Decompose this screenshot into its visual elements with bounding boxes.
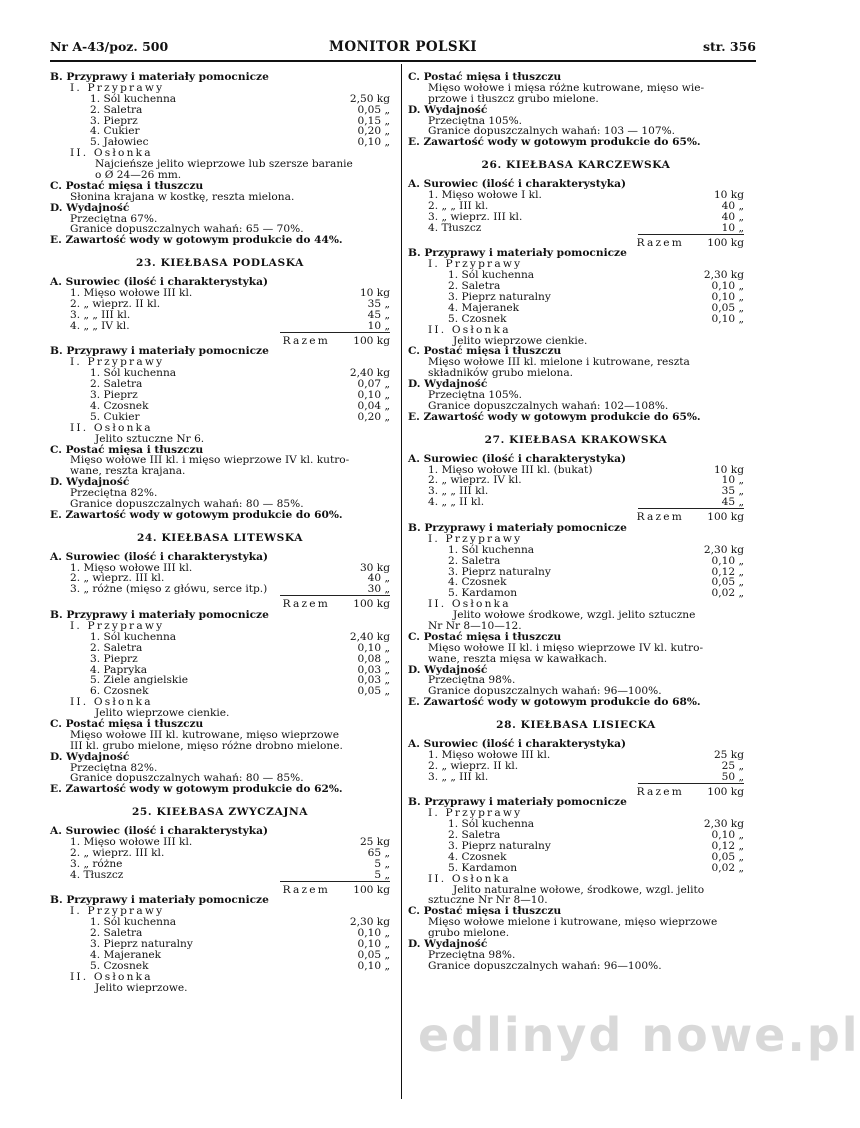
text-line: Mięso wołowe mielone i kutrowane, mięso wieprzowe <box>428 916 718 929</box>
section-title: 25. KIEŁBASA ZWYCZAJNA <box>131 806 309 819</box>
item-name: 5. Jałowiec <box>90 136 149 149</box>
text-line: Granice dopuszczalnych wahań: 102—108%. <box>428 399 669 412</box>
item-name: 1. Mięso wołowe I kl. <box>428 189 542 202</box>
text-line: Przeciętna 82%. <box>70 487 158 500</box>
subsection-heading: I. Przyprawy <box>70 81 165 94</box>
item-value: 0,10 „ <box>357 927 390 940</box>
subsection-heading: II. Osłonka <box>428 872 511 885</box>
item-name: 3. „ „ III kl. <box>70 308 131 321</box>
section-heading: B. Przyprawy i materiały pomocnicze <box>408 521 627 534</box>
item-value: 35 „ <box>367 297 390 310</box>
item-name: 4. Majeranek <box>90 948 162 961</box>
item-name: 1. Mięso wołowe III kl. <box>70 561 193 574</box>
text-line: sztuczne Nr Nr 8—10. <box>428 894 548 907</box>
section-heading: A. Surowiec (ilość i charakterystyka) <box>50 550 268 563</box>
total-label: Razem <box>636 785 684 798</box>
issue-number: Nr A-43/poz. 500 <box>50 39 169 54</box>
list-item <box>408 223 744 234</box>
text-line: przowe i tłuszcz grubo mielone. <box>428 92 599 105</box>
text-line: Przeciętna 67%. <box>70 212 158 225</box>
text-line: składników grubo mielona. <box>428 367 574 380</box>
text-line: Nr Nr 8—10—12. <box>428 619 522 632</box>
section-title: 27. KIEŁBASA KRAKOWSKA <box>484 433 668 446</box>
section-heading: B. Przyprawy i materiały pomocnicze <box>408 796 627 809</box>
spice-list <box>50 917 390 971</box>
item-value: 0,03 „ <box>357 663 390 676</box>
text-line: wane, reszta krajana. <box>70 465 186 478</box>
item-value: 0,10 „ <box>357 959 390 972</box>
section-title: 28. KIEŁBASA LISIECKA <box>496 719 656 732</box>
item-value: 10 kg <box>359 287 390 300</box>
section-heading: C. Postać mięsa i tłuszczu <box>408 71 562 83</box>
left-column <box>50 72 390 993</box>
text-line: Granice dopuszczalnych wahań: 80 — 85%. <box>70 772 304 785</box>
text-line: wane, reszta mięsa w kawałkach. <box>428 652 608 665</box>
item-name: 3. Pieprz <box>90 114 138 127</box>
item-value: 0,05 „ <box>357 103 390 116</box>
item-name: 3. Pieprz naturalny <box>448 565 551 578</box>
section-heading: A. Surowiec (ilość i charakterystyka) <box>50 276 268 289</box>
item-value: 5 „ <box>374 857 390 870</box>
subsection-heading: I. Przyprawy <box>428 532 523 545</box>
item-name: 2. „ wieprz. IV kl. <box>428 474 522 487</box>
section-heading: E. Zawartość wody w gotowym produkcie do 44%. <box>50 234 343 247</box>
item-value: 0,05 „ <box>357 685 390 698</box>
watermark: edlinyd nowe.pl <box>418 1008 860 1062</box>
text-line: Granice dopuszczalnych wahań: 96—100%. <box>428 959 662 972</box>
section-heading: E. Zawartość wody w gotowym produkcie do 62%. <box>50 783 343 796</box>
item-name: 2. Saletra <box>90 378 143 391</box>
item-name: 2. „ „ III kl. <box>428 199 489 212</box>
list-item <box>50 321 390 332</box>
item-value: 2,30 kg <box>349 916 390 929</box>
item-name: 5. Czosnek <box>448 312 507 325</box>
item-name: 1. Sól kuchenna <box>90 916 177 929</box>
text-line: Najcieńsze jelito wieprzowe lub szersze baranie <box>95 158 353 171</box>
ingredient-list <box>50 563 390 596</box>
section-heading: D. Wydajność <box>50 201 130 214</box>
item-name: 3. „ „ III kl. <box>428 485 489 498</box>
item-name: 2. Saletra <box>448 554 501 567</box>
item-name: 4. Czosnek <box>448 850 507 863</box>
item-value: 10 kg <box>713 189 744 202</box>
section-heading: E. Zawartość wody w gotowym produkcie do 65%. <box>408 410 701 423</box>
section-heading: D. Wydajność <box>408 103 488 116</box>
section-heading: B. Przyprawy i materiały pomocnicze <box>50 71 269 83</box>
item-name: 3. „ „ III kl. <box>428 770 489 783</box>
text-line: Granice dopuszczalnych wahań: 65 — 70%. <box>70 223 304 236</box>
item-value: 25 „ <box>721 759 744 772</box>
spice-list <box>50 368 390 422</box>
section-heading: A. Surowiec (ilość i charakterystyka) <box>408 452 626 465</box>
item-value: 2,30 kg <box>703 269 744 282</box>
text-line: Mięso wołowe II kl. i mięso wieprzowe IV kl. kutro- <box>428 641 704 654</box>
item-value: 10 „ <box>721 474 744 487</box>
section-heading: B. Przyprawy i materiały pomocnicze <box>50 894 269 907</box>
section-heading: C. Postać mięsa i tłuszczu <box>50 717 204 730</box>
item-value: 2,50 kg <box>349 92 390 105</box>
total-value: 100 kg <box>707 236 744 249</box>
item-value: 10 kg <box>713 463 744 476</box>
subsection-heading: I. Przyprawy <box>428 258 523 271</box>
item-name: 3. „ wieprz. III kl. <box>428 210 523 223</box>
ingredient-list <box>408 465 744 509</box>
text-line: Przeciętna 105%. <box>428 389 523 402</box>
subsection-heading: II. Osłonka <box>70 421 153 434</box>
item-name: 2. Saletra <box>90 641 143 654</box>
section-heading: C. Postać mięsa i tłuszczu <box>50 179 204 192</box>
subsection-heading: I. Przyprawy <box>428 807 523 820</box>
item-value: 40 „ <box>367 572 390 585</box>
section-heading: A. Surowiec (ilość i charakterystyka) <box>408 178 626 191</box>
item-name: 4. „ „ IV kl. <box>70 319 130 332</box>
section-title: 23. KIEŁBASA PODLASKA <box>136 257 304 270</box>
page-header <box>50 39 756 58</box>
section-heading: D. Wydajność <box>50 750 130 763</box>
subsection-heading: II. Osłonka <box>70 696 153 709</box>
spice-list <box>408 545 744 599</box>
item-name: 3. Pieprz naturalny <box>448 291 551 304</box>
item-value: 30 „ <box>367 583 390 596</box>
item-name: 1. Mięso wołowe III kl. <box>70 287 193 300</box>
item-name: 1. Sól kuchenna <box>448 269 535 282</box>
item-value: 0,10 „ <box>711 554 744 567</box>
text-line: Mięso wołowe III kl. kutrowane, mięso wieprzowe <box>70 728 340 741</box>
total-label: Razem <box>282 883 330 896</box>
item-value: 2,40 kg <box>349 630 390 643</box>
item-name: 1. Sól kuchenna <box>90 630 177 643</box>
spice-list <box>408 270 744 324</box>
item-value: 0,04 „ <box>357 399 390 412</box>
spice-list <box>408 819 744 873</box>
section-heading: D. Wydajność <box>50 476 130 489</box>
item-name: 1. Sól kuchenna <box>448 818 535 831</box>
item-value: 0,10 „ <box>357 938 390 951</box>
item-name: 2. „ wieprz. III kl. <box>70 572 165 585</box>
section-heading: C. Postać mięsa i tłuszczu <box>408 630 562 643</box>
text-line: Przeciętna 98%. <box>428 674 516 687</box>
item-name: 4. Cukier <box>90 125 140 138</box>
item-name: 5. Ziele angielskie <box>90 674 188 687</box>
item-value: 0,07 „ <box>357 378 390 391</box>
item-name: 1. Mięso wołowe III kl. <box>428 748 551 761</box>
section-heading: C. Postać mięsa i tłuszczu <box>408 345 562 358</box>
item-value: 50 „ <box>721 770 744 783</box>
item-name: 1. Sól kuchenna <box>90 367 177 380</box>
item-value: 35 „ <box>721 485 744 498</box>
subsection-heading: I. Przyprawy <box>70 905 165 918</box>
item-value: 0,10 „ <box>711 312 744 325</box>
text-line: Przeciętna 82%. <box>70 761 158 774</box>
item-value: 45 „ <box>721 496 744 509</box>
item-value: 0,05 „ <box>711 576 744 589</box>
list-item <box>408 772 744 783</box>
item-name: 2. Saletra <box>448 829 501 842</box>
item-name: 6. Czosnek <box>90 685 149 698</box>
item-value: 5 „ <box>374 868 390 881</box>
item-name: 2. „ wieprz. II kl. <box>70 297 161 310</box>
item-name: 1. Sól kuchenna <box>448 543 535 556</box>
right-column <box>408 72 744 972</box>
section-heading: A. Surowiec (ilość i charakterystyka) <box>50 825 268 838</box>
section-heading: D. Wydajność <box>408 378 488 391</box>
item-name: 3. Pieprz <box>90 652 138 665</box>
item-value: 0,10 „ <box>357 389 390 402</box>
item-name: 4. „ „ II kl. <box>428 496 485 509</box>
text-line: Jelito sztuczne Nr 6. <box>95 432 205 445</box>
subsection-heading: I. Przyprawy <box>70 619 165 632</box>
total-label: Razem <box>282 334 330 347</box>
spice-list <box>50 632 390 697</box>
item-value: 65 „ <box>367 846 390 859</box>
item-value: 0,08 „ <box>357 652 390 665</box>
text-line: Jelito wieprzowe cienkie. <box>95 707 230 720</box>
column-divider <box>401 64 402 1099</box>
list-item <box>408 497 744 508</box>
text-line: o Ø 24—26 mm. <box>95 169 182 182</box>
text-line: III kl. grubo mielone, mięso różne drobno mielone. <box>70 739 343 752</box>
text-line: Przeciętna 98%. <box>428 948 516 961</box>
item-name: 3. „ różne (mięso z główu, serce itp.) <box>70 583 268 596</box>
item-value: 25 kg <box>713 748 744 761</box>
subsection-heading: II. Osłonka <box>70 147 153 160</box>
total-value: 100 kg <box>707 511 744 524</box>
section-title: 26. KIEŁBASA KARCZEWSKA <box>481 159 671 172</box>
text-line: Jelito wieprzowe. <box>95 981 188 994</box>
item-name: 3. Pieprz naturalny <box>90 938 193 951</box>
item-value: 10 „ <box>721 221 744 234</box>
item-value: 0,02 „ <box>711 861 744 874</box>
item-name: 5. Kardamon <box>448 587 518 600</box>
item-value: 25 kg <box>359 836 390 848</box>
text-line: Jelito wołowe środkowe, wzgl. jelito sztuczne <box>453 609 696 622</box>
item-name: 1. Mięso wołowe III kl. (bukat) <box>428 463 593 476</box>
item-name: 2. Saletra <box>90 927 143 940</box>
text-line: Granice dopuszczalnych wahań: 80 — 85%. <box>70 497 304 510</box>
publication-title: MONITOR POLSKI <box>329 39 477 55</box>
text-line: Mięso wołowe III kl. mielone i kutrowane, reszta <box>428 356 690 369</box>
ingredient-list <box>408 750 744 783</box>
subsection-heading: II. Osłonka <box>70 970 153 983</box>
section-heading: C. Postać mięsa i tłuszczu <box>50 443 204 456</box>
item-name: 2. Saletra <box>448 280 501 293</box>
item-value: 0,10 „ <box>357 641 390 654</box>
item-value: 0,05 „ <box>711 301 744 314</box>
section-heading: B. Przyprawy i materiały pomocnicze <box>50 609 269 622</box>
text-line: Granice dopuszczalnych wahań: 96—100%. <box>428 685 662 698</box>
item-value: 2,30 kg <box>703 543 744 556</box>
section-heading: D. Wydajność <box>408 938 488 951</box>
section-heading: B. Przyprawy i materiały pomocnicze <box>408 247 627 260</box>
section-heading: E. Zawartość wody w gotowym produkcie do 60%. <box>50 508 343 521</box>
item-name: 4. Tłuszcz <box>70 868 124 881</box>
item-value: 0,03 „ <box>357 674 390 687</box>
text-line: Przeciętna 105%. <box>428 114 523 127</box>
item-value: 0,20 „ <box>357 125 390 138</box>
item-value: 0,05 „ <box>357 948 390 961</box>
text-line: Słonina krajana w kostkę, reszta mielona. <box>70 190 295 203</box>
text-line: Granice dopuszczalnych wahań: 103 — 107%. <box>428 125 676 138</box>
item-value: 45 „ <box>367 308 390 321</box>
section-heading: B. Przyprawy i materiały pomocnicze <box>50 345 269 358</box>
item-name: 1. Mięso wołowe III kl. <box>70 836 193 848</box>
item-value: 0,20 „ <box>357 410 390 423</box>
page-number: str. 356 <box>702 39 756 54</box>
item-value: 2,40 kg <box>349 367 390 380</box>
section-title: 24. KIEŁBASA LITEWSKA <box>136 531 304 544</box>
item-value: 0,12 „ <box>711 565 744 578</box>
total-label: Razem <box>636 236 684 249</box>
item-value: 40 „ <box>721 210 744 223</box>
item-name: 3. „ różne <box>70 857 123 870</box>
section-heading: A. Surowiec (ilość i charakterystyka) <box>408 737 626 750</box>
item-value: 30 kg <box>359 561 390 574</box>
item-name: 5. Kardamon <box>448 861 518 874</box>
section-heading: D. Wydajność <box>408 663 488 676</box>
text-line: Jelito naturalne wołowe, środkowe, wzgl. jelito <box>453 883 705 896</box>
total-value: 100 kg <box>353 883 390 896</box>
list-item <box>50 584 390 595</box>
text-line: Jelito wieprzowe cienkie. <box>453 334 588 347</box>
item-value: 0,10 „ <box>357 136 390 149</box>
text-line: Mięso wołowe i mięsa różne kutrowane, mięso wie- <box>428 81 705 94</box>
total-value: 100 kg <box>353 598 390 611</box>
item-name: 5. Czosnek <box>90 959 149 972</box>
item-value: 0,10 „ <box>711 829 744 842</box>
item-name: 2. Saletra <box>90 103 143 116</box>
item-value: 0,15 „ <box>357 114 390 127</box>
total-label: Razem <box>282 598 330 611</box>
item-value: 2,30 kg <box>703 818 744 831</box>
total-value: 100 kg <box>353 334 390 347</box>
spice-list <box>50 94 390 148</box>
item-name: 3. Pieprz <box>90 389 138 402</box>
total-label: Razem <box>636 511 684 524</box>
text-line: Mięso wołowe III kl. i mięso wieprzowe IV kl. kutro- <box>70 454 350 467</box>
item-name: 4. Papryka <box>90 663 148 676</box>
item-name: 4. Majeranek <box>448 301 520 314</box>
item-value: 0,10 „ <box>711 291 744 304</box>
item-name: 2. „ wieprz. II kl. <box>428 759 519 772</box>
item-name: 4. Czosnek <box>448 576 507 589</box>
section-heading: E. Zawartość wody w gotowym produkcie do 68%. <box>408 696 701 709</box>
list-item <box>50 870 390 881</box>
section-heading: E. Zawartość wody w gotowym produkcie do 65%. <box>408 136 701 149</box>
item-value: 0,10 „ <box>711 280 744 293</box>
item-value: 0,02 „ <box>711 587 744 600</box>
header-rule <box>50 60 756 62</box>
item-name: 4. Czosnek <box>90 399 149 412</box>
item-name: 2. „ wieprz. III kl. <box>70 846 165 859</box>
total-value: 100 kg <box>707 785 744 798</box>
item-name: 5. Cukier <box>90 410 140 423</box>
item-value: 40 „ <box>721 199 744 212</box>
ingredient-list <box>408 190 744 234</box>
item-name: 1. Sól kuchenna <box>90 92 177 105</box>
item-name: 4. Tłuszcz <box>428 221 482 234</box>
subsection-heading: II. Osłonka <box>428 323 511 336</box>
ingredient-list <box>50 288 390 332</box>
item-value: 0,12 „ <box>711 840 744 852</box>
item-value: 0,05 „ <box>711 850 744 863</box>
subsection-heading: II. Osłonka <box>428 598 511 611</box>
item-name: 3. Pieprz naturalny <box>448 840 551 852</box>
ingredient-list <box>50 837 390 881</box>
section-heading: C. Postać mięsa i tłuszczu <box>408 905 562 918</box>
item-value: 10 „ <box>367 319 390 332</box>
text-line: grubo mielone. <box>428 927 510 940</box>
subsection-heading: I. Przyprawy <box>70 356 165 369</box>
